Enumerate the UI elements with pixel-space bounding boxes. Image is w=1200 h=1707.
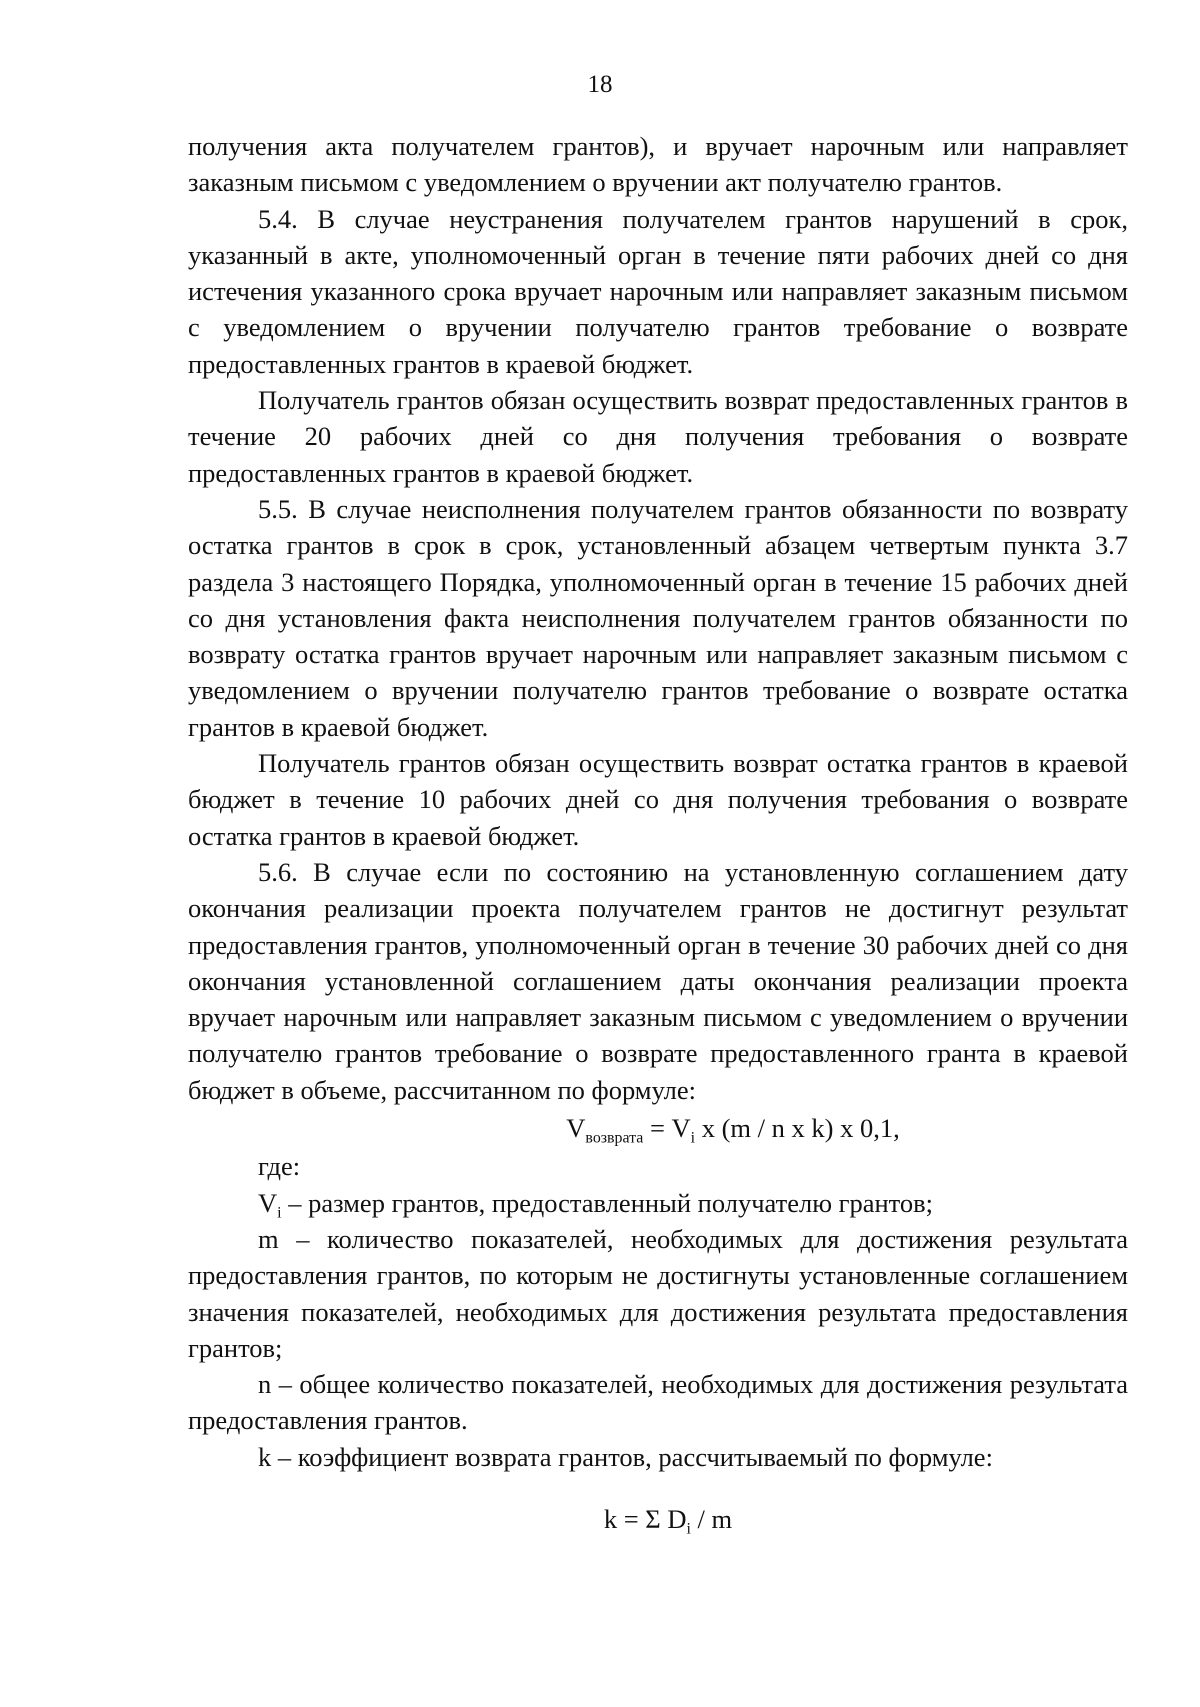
definition-symbol: n bbox=[258, 1369, 272, 1400]
definition-text: – количество показателей, необходимых для достижения результата предоставления грантов, по которым не достигнуты установленные соглашением значения показателей, необходимых для достижения результата предоставления грантов; bbox=[188, 1223, 1128, 1363]
formula-v-symbol: V bbox=[566, 1113, 586, 1144]
coefficient-subscript: i bbox=[686, 1520, 691, 1538]
document-body bbox=[188, 128, 1128, 1537]
definition-vi bbox=[188, 1185, 1128, 1221]
paragraph-5-5: 5.5. В случае неисполнения получателем грантов обязанности по возврату остатка грантов в срок в срок, установленный абзацем четвертым пункта 3.7 раздела 3 настоящего Порядка, уполномоченный орган в течение 15 рабочих дней со дня установления факта неисполнения получателем грантов обязанности по возврату остатка грантов вручает нарочным или направляет заказным письмом с уведомлением о вручении получателю грантов требование о возврате остатка грантов в краевой бюджет. bbox=[188, 493, 1128, 742]
coefficient-rhs: / m bbox=[690, 1503, 733, 1534]
definition-text: – размер грантов, предоставленный получателю грантов; bbox=[281, 1187, 934, 1218]
definition-subscript: i bbox=[277, 1204, 282, 1222]
paragraph-return-obligation: Получатель грантов обязан осуществить возврат предоставленных грантов в течение 20 рабочих дней со дня получения требования о возврате предоставленных грантов в краевой бюджет. bbox=[188, 385, 1128, 488]
paragraph-5-6: 5.6. В случае если по состоянию на установленную соглашением дату окончания реализации проекта получателем грантов не достигнут результат предоставления грантов, уполномоченный орган в течение 30 рабочих дней со дня окончания установленной соглашением даты окончания реализации проекта вручает нарочным или направляет заказным письмом с уведомлением о вручении получателю грантов требование о возврате предоставленного гранта в краевой бюджет в объеме, рассчитанном по формуле: bbox=[188, 856, 1128, 1105]
paragraph-remainder-return: Получатель грантов обязан осуществить возврат остатка грантов в краевой бюджет в течение 10 рабочих дней со дня получения требования о возврате остатка грантов в краевой бюджет. bbox=[188, 748, 1128, 851]
formula-rest: x (m / n x k) x 0,1, bbox=[695, 1113, 900, 1144]
formula-vi-symbol: = V bbox=[643, 1113, 691, 1144]
formula-v-subscript: возврата bbox=[585, 1129, 644, 1147]
page-number: 18 bbox=[587, 71, 613, 98]
formula-vi-subscript: i bbox=[690, 1129, 696, 1147]
definition-n bbox=[188, 1366, 1128, 1439]
definition-symbol: m bbox=[258, 1223, 279, 1254]
definition-text: – коэффициент возврата грантов, рассчитываемый по формуле: bbox=[271, 1441, 993, 1472]
where-label: где: bbox=[258, 1151, 301, 1182]
paragraph-continuation: получения акта получателем грантов), и вручает нарочным или направляет заказным письмом с уведомлением о вручении акт получателю грантов. bbox=[188, 131, 1128, 198]
definition-symbol: k bbox=[258, 1441, 272, 1472]
definition-symbol: V bbox=[258, 1187, 278, 1218]
return-volume-formula bbox=[188, 1110, 1128, 1146]
definition-text: – общее количество показателей, необходимых для достижения результата предоставления грантов. bbox=[188, 1369, 1128, 1436]
definition-m bbox=[188, 1221, 1128, 1366]
coefficient-lhs: k = Σ D bbox=[603, 1503, 687, 1534]
paragraph-5-4: 5.4. В случае неустранения получателем грантов нарушений в срок, указанный в акте, уполномоченный орган в течение пяти рабочих дней со дня истечения указанного срока вручает нарочным или направляет заказным письмом с уведомлением о вручении получателю грантов требование о возврате предоставленных грантов в краевой бюджет. bbox=[188, 203, 1128, 379]
definition-k bbox=[188, 1439, 1128, 1475]
coefficient-formula bbox=[188, 1501, 1128, 1537]
